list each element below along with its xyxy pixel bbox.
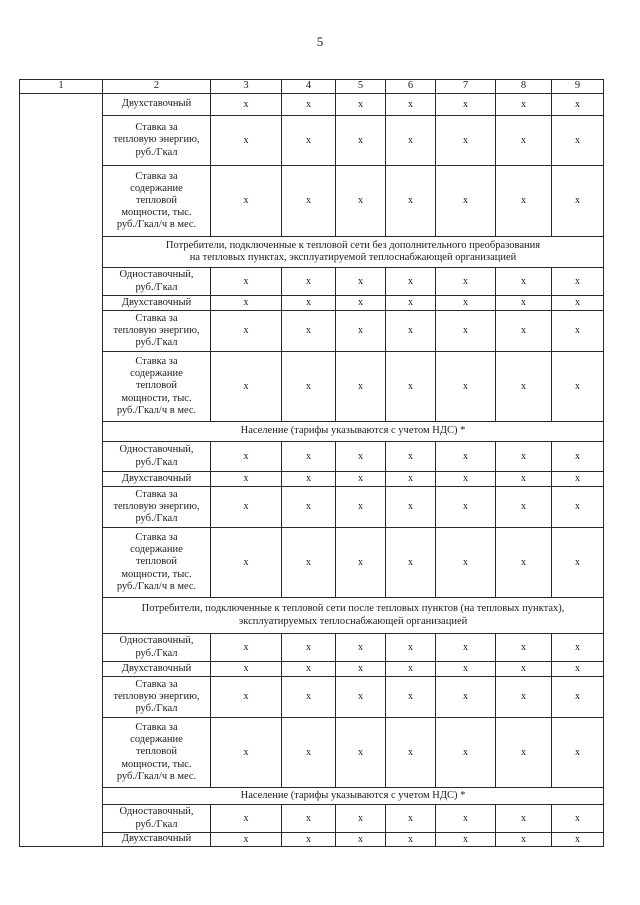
value-cell: x [211,805,282,833]
value-cell: x [386,116,436,166]
rate-label-line: содержание [130,734,183,746]
rate-label-line: Ставка за [135,356,178,368]
table-row [20,472,604,487]
rate-label-line: Двухставочный [121,662,192,674]
rate-label-line: Одноставочный, [119,444,194,456]
value-cell: x [552,662,604,677]
value-cell: x [436,94,496,116]
value-cell: x [211,528,282,598]
value-cell: x [282,94,336,116]
column-number: 1 [20,80,103,94]
value-cell: x [386,634,436,662]
rate-label [103,166,211,237]
rate-label-line: тепловой [135,556,178,568]
value-cell: x [496,442,552,472]
section-header-row [20,788,604,805]
rate-label-line: мощности, тыс. [121,392,192,404]
table-row [20,662,604,677]
value-cell: x [336,487,386,528]
value-cell: x [436,442,496,472]
value-cell: x [336,116,386,166]
rate-label [103,442,211,472]
value-cell: x [496,662,552,677]
column-number: 5 [336,80,386,94]
value-cell: x [336,296,386,311]
table-row [20,311,604,352]
value-cell: x [552,634,604,662]
rate-label-line: тепловую энергию, [113,500,200,512]
value-cell: x [496,116,552,166]
section-header-line: на тепловых пунктах, эксплуатируемой теплоснабжающей организацией [189,252,517,263]
value-cell: x [282,268,336,296]
rate-label-line: руб./Гкал [135,146,178,158]
value-cell: x [336,352,386,422]
value-cell: x [436,805,496,833]
rate-label-line: руб./Гкал [135,281,178,293]
section-header-row [20,422,604,442]
rate-label-line: руб./Гкал [135,647,178,659]
value-cell: x [436,528,496,598]
value-cell: x [386,528,436,598]
value-cell: x [386,487,436,528]
column-number: 6 [386,80,436,94]
table-row [20,352,604,422]
value-cell: x [211,718,282,788]
value-cell: x [336,805,386,833]
rate-label-line: содержание [130,182,183,194]
column-number: 7 [436,80,496,94]
rate-label [103,634,211,662]
value-cell: x [336,94,386,116]
value-cell: x [552,352,604,422]
value-cell: x [211,94,282,116]
page-number: 5 [316,34,324,49]
rate-label [103,487,211,528]
rate-label-line: мощности, тыс. [121,758,192,770]
section-header-line: Население (тарифы указываются с учетом НДС) * [240,425,466,437]
section-header [103,788,604,805]
section-header-line: Потребители, подключенные к тепловой сети после тепловых пунктов (на тепловых пунктах), [141,603,565,615]
value-cell: x [336,528,386,598]
tariff-table [19,79,604,847]
rate-label-line: Ставка за [135,170,178,182]
rate-label [103,677,211,718]
value-cell: x [282,116,336,166]
section-header-line: Население (тарифы указываются с учетом НДС) * [240,789,466,801]
value-cell: x [552,805,604,833]
rate-label [103,311,211,352]
rate-label-line: руб./Гкал [135,337,178,349]
table-row [20,528,604,598]
rate-label [103,116,211,166]
value-cell: x [282,296,336,311]
value-cell: x [496,311,552,352]
rate-label [103,805,211,833]
value-cell: x [211,311,282,352]
value-cell: x [336,718,386,788]
rate-label-line: Ставка за [135,488,178,500]
value-cell: x [436,487,496,528]
section-header [103,598,604,634]
value-cell: x [386,442,436,472]
value-cell: x [496,718,552,788]
value-cell: x [282,472,336,487]
value-cell: x [496,805,552,833]
column-number: 2 [103,80,211,94]
rate-label-line: тепловой [135,194,178,206]
value-cell: x [336,677,386,718]
value-cell: x [436,268,496,296]
value-cell: x [211,833,282,847]
rate-label [103,268,211,296]
table-row [20,116,604,166]
rate-label-line: содержание [130,368,183,380]
value-cell: x [552,116,604,166]
value-cell: x [282,662,336,677]
rate-label-line: руб./Гкал/ч в мес. [116,770,197,782]
column-number: 8 [496,80,552,94]
value-cell: x [211,634,282,662]
value-cell: x [436,166,496,237]
section-header [103,422,604,442]
value-cell: x [211,487,282,528]
value-cell: x [552,268,604,296]
value-cell: x [211,296,282,311]
rate-label-line: Ставка за [135,532,178,544]
section-header-row [20,237,604,268]
value-cell: x [282,487,336,528]
value-cell: x [211,268,282,296]
rate-label [103,718,211,788]
rate-label [103,662,211,677]
column-number: 4 [282,80,336,94]
table-row [20,634,604,662]
value-cell: x [496,472,552,487]
value-cell: x [386,166,436,237]
rate-label-line: Ставка за [135,312,178,324]
value-cell: x [386,833,436,847]
value-cell: x [336,442,386,472]
rate-label-line: тепловой [135,380,178,392]
rate-label-line: руб./Гкал [135,818,178,830]
tariff-table-body [20,80,604,847]
rate-label-line: Ставка за [135,722,178,734]
value-cell: x [282,677,336,718]
table-row [20,487,604,528]
value-cell: x [336,166,386,237]
rate-label-line: тепловую энергию, [113,690,200,702]
value-cell: x [282,352,336,422]
column-number: 3 [211,80,282,94]
value-cell: x [496,677,552,718]
value-cell: x [211,442,282,472]
rate-label-line: руб./Гкал [135,456,178,468]
value-cell: x [552,487,604,528]
rate-label-line: Двухставочный [121,472,192,484]
section-header-line: эксплуатируемых теплоснабжающей организацией [238,615,468,627]
value-cell: x [552,442,604,472]
value-cell: x [496,634,552,662]
value-cell: x [336,662,386,677]
value-cell: x [436,718,496,788]
value-cell: x [436,311,496,352]
value-cell: x [496,528,552,598]
value-cell: x [282,442,336,472]
value-cell: x [211,677,282,718]
value-cell: x [211,116,282,166]
rate-label-line: руб./Гкал [135,703,178,715]
value-cell: x [436,677,496,718]
rate-label-line: тепловую энергию, [113,134,200,146]
value-cell: x [496,296,552,311]
rate-label-line: Одноставочный, [119,635,194,647]
value-cell: x [336,472,386,487]
value-cell: x [386,472,436,487]
rate-label [103,528,211,598]
rate-label-line: Двухставочный [121,296,192,308]
rate-label [103,352,211,422]
table-row [20,268,604,296]
value-cell: x [436,634,496,662]
value-cell: x [211,352,282,422]
rate-label-line: мощности, тыс. [121,568,192,580]
rate-label-line: руб./Гкал/ч в мес. [116,219,197,231]
column-1-cell [20,94,103,847]
value-cell: x [211,662,282,677]
table-row [20,442,604,472]
value-cell: x [552,94,604,116]
value-cell: x [436,352,496,422]
value-cell: x [282,311,336,352]
value-cell: x [436,662,496,677]
value-cell: x [496,352,552,422]
value-cell: x [386,296,436,311]
rate-label-line: тепловую энергию, [113,324,200,336]
rate-label-line: Ставка за [135,678,178,690]
table-row [20,805,604,833]
value-cell: x [282,718,336,788]
value-cell: x [436,116,496,166]
value-cell: x [386,718,436,788]
value-cell: x [282,833,336,847]
value-cell: x [386,677,436,718]
rate-label-line: Двухставочный [121,833,192,845]
value-cell: x [496,833,552,847]
rate-label-line: руб./Гкал/ч в мес. [116,580,197,592]
value-cell: x [436,296,496,311]
value-cell: x [282,805,336,833]
section-header-row [20,598,604,634]
value-cell: x [496,268,552,296]
value-cell: x [211,472,282,487]
value-cell: x [282,528,336,598]
section-header-line: Потребители, подключенные к тепловой сети без дополнительного преобразования [165,239,541,251]
column-number-row [20,80,604,94]
rate-label-line: руб./Гкал [135,513,178,525]
rate-label-line: Одноставочный, [119,269,194,281]
value-cell: x [552,472,604,487]
value-cell: x [386,352,436,422]
value-cell: x [496,94,552,116]
value-cell: x [552,677,604,718]
table-row [20,833,604,847]
rate-label-line: Одноставочный, [119,806,194,818]
rate-label-line: тепловой [135,746,178,758]
table-row [20,296,604,311]
value-cell: x [336,311,386,352]
value-cell: x [552,718,604,788]
rate-label [103,296,211,311]
rate-label [103,833,211,847]
rate-label-line: содержание [130,544,183,556]
value-cell: x [496,487,552,528]
value-cell: x [552,833,604,847]
value-cell: x [336,634,386,662]
value-cell: x [436,472,496,487]
value-cell: x [336,833,386,847]
value-cell: x [386,805,436,833]
value-cell: x [386,94,436,116]
table-row [20,94,604,116]
value-cell: x [386,662,436,677]
value-cell: x [282,634,336,662]
table-row [20,677,604,718]
value-cell: x [336,268,386,296]
value-cell: x [386,311,436,352]
rate-label [103,472,211,487]
value-cell: x [496,166,552,237]
value-cell: x [282,166,336,237]
value-cell: x [386,268,436,296]
rate-label-line: Ставка за [135,122,178,134]
table-row [20,718,604,788]
rate-label-line: Двухставочный [121,98,192,110]
value-cell: x [552,528,604,598]
table-row [20,166,604,237]
rate-label-line: руб./Гкал/ч в мес. [116,404,197,416]
value-cell: x [552,166,604,237]
value-cell: x [211,166,282,237]
rate-label-line: мощности, тыс. [121,207,192,219]
rate-label [103,94,211,116]
value-cell: x [552,296,604,311]
value-cell: x [552,311,604,352]
column-number: 9 [552,80,604,94]
section-header [103,237,604,268]
value-cell: x [436,833,496,847]
